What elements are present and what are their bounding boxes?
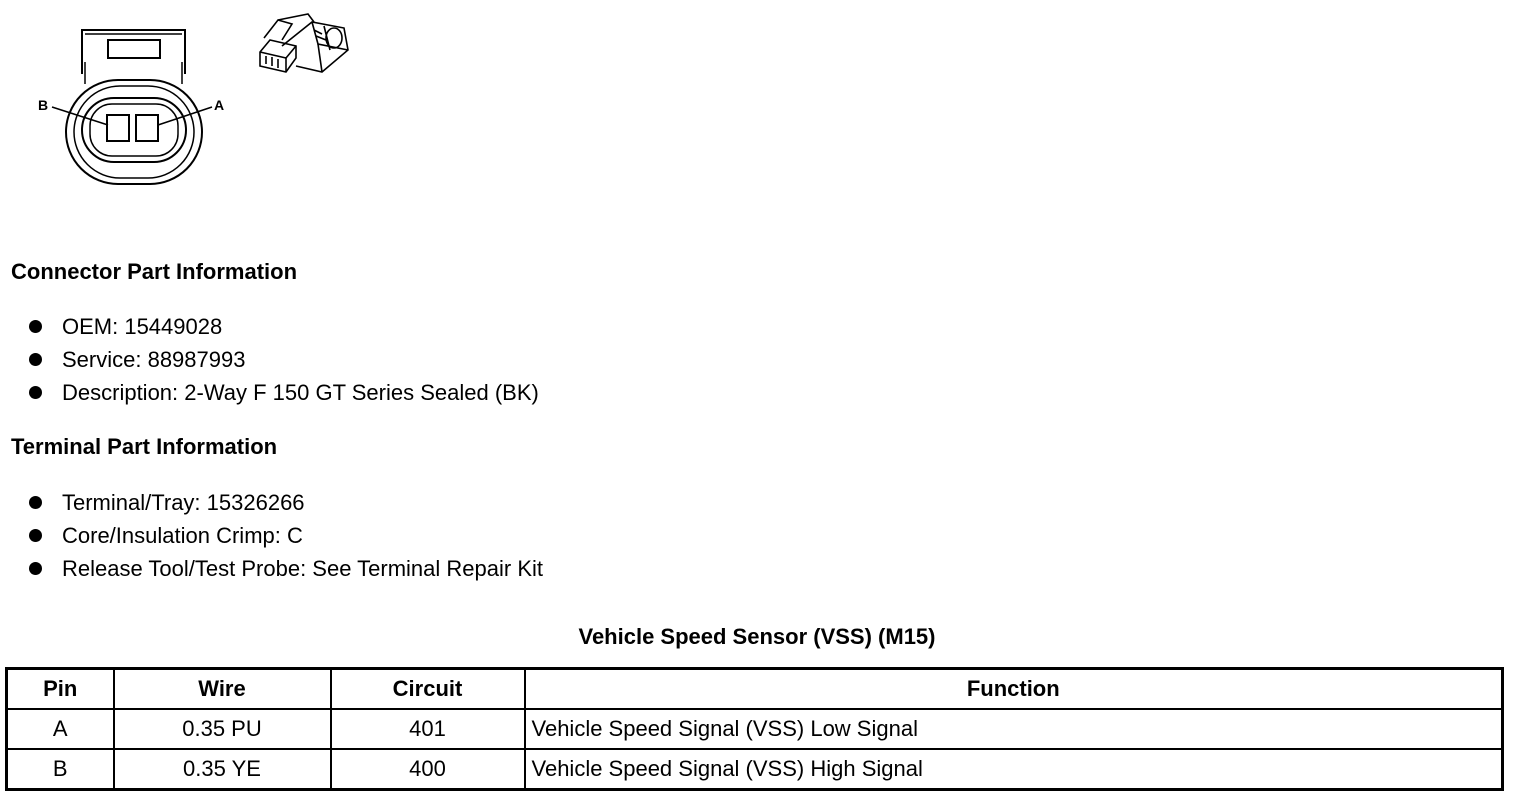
terminal-info-heading: Terminal Part Information (11, 434, 278, 459)
connector-info-heading: Connector Part Information (11, 259, 298, 284)
header-pin: Pin (7, 669, 114, 710)
connector-face-diagram (30, 22, 250, 197)
list-item (0, 376, 539, 409)
list-item-text: Description: 2-Way F 150 GT Series Sealed (BK) (62, 380, 539, 405)
pin-label-b: B (38, 97, 49, 113)
bullet-icon (29, 320, 42, 333)
header-wire: Wire (114, 669, 331, 710)
table-row (7, 749, 1503, 790)
list-item (0, 343, 539, 376)
cell-pin: B (7, 749, 114, 790)
list-item (0, 486, 543, 519)
bullet-icon (29, 386, 42, 399)
cell-function: Vehicle Speed Signal (VSS) Low Signal (525, 709, 1503, 749)
bullet-icon (29, 353, 42, 366)
terminal-info-list (0, 486, 543, 585)
table-title: Vehicle Speed Sensor (VSS) (M15) (578, 624, 936, 649)
connector-info-list (0, 310, 539, 409)
table-row (7, 709, 1503, 749)
list-item-text: Core/Insulation Crimp: C (62, 523, 303, 548)
cell-pin: A (7, 709, 114, 749)
cell-function: Vehicle Speed Signal (VSS) High Signal (525, 749, 1503, 790)
cell-circuit: 400 (331, 749, 525, 790)
header-circuit: Circuit (331, 669, 525, 710)
header-function: Function (525, 669, 1503, 710)
bullet-icon (29, 496, 42, 509)
pinout-table (5, 667, 1504, 791)
list-item-text: Terminal/Tray: 15326266 (62, 490, 305, 515)
bullet-icon (29, 529, 42, 542)
list-item-text: Service: 88987993 (62, 347, 246, 372)
connector-isometric-diagram (252, 10, 356, 78)
list-item (0, 519, 543, 552)
cell-wire: 0.35 PU (114, 709, 331, 749)
cell-wire: 0.35 YE (114, 749, 331, 790)
pin-label-a: A (214, 97, 225, 113)
list-item (0, 310, 539, 343)
table-header-row (7, 669, 1503, 710)
cell-circuit: 401 (331, 709, 525, 749)
list-item-text: Release Tool/Test Probe: See Terminal Repair Kit (62, 556, 543, 581)
list-item (0, 552, 543, 585)
bullet-icon (29, 562, 42, 575)
list-item-text: OEM: 15449028 (62, 314, 223, 339)
